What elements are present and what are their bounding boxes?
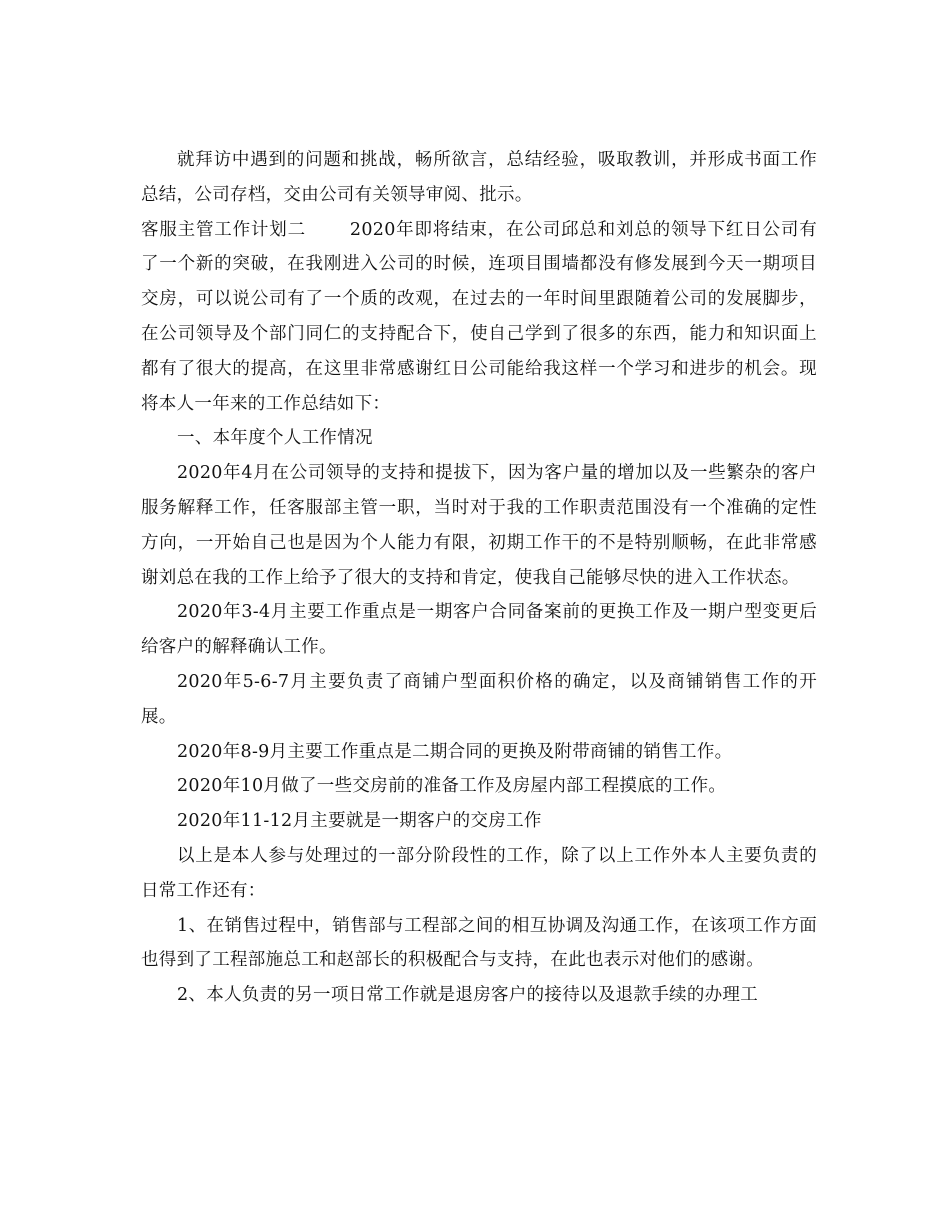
document-body — [141, 143, 817, 1013]
paragraph-item-1: 1、在销售过程中，销售部与工程部之间的相互协调及沟通工作，在该项工作方面也得到了工程部施总工和赵部长的积极配合与支持，在此也表示对他们的感谢。 — [141, 915, 817, 971]
paragraph-aug-sep: 2020年8-9月主要工作重点是二期合同的更换及附带商铺的销售工作。 — [177, 741, 733, 762]
paragraph-nov-dec: 2020年11-12月主要就是一期客户的交房工作 — [177, 811, 542, 832]
paragraph-oct: 2020年10月做了一些交房前的准备工作及房屋内部工程摸底的工作。 — [177, 776, 727, 797]
paragraph-2-text: 2020年即将结束，在公司邱总和刘总的领导下红日公司有了一个新的突破，在我刚进入公司的时候，连项目围墙都没有修发展到今天一期项目交房，可以说公司有了一个质的改观，在过去的一年时间里跟随着公司的发展脚步，在公司领导及个部门同仁的支持配合下，使自己学到了很多的东西，能力和知识面上都有了很大的提高，在这里非常感谢红日公司能给我这样一个学习和进步的机会。现将本人一年来的工作总结如下： — [141, 219, 817, 414]
paragraph-mar-apr: 2020年3-4月主要工作重点是一期客户合同备案前的更换工作及一期户型变更后给客户的解释确认工作。 — [141, 602, 817, 658]
paragraph-may-jul: 2020年5-6-7月主要负责了商铺户型面积价格的确定，以及商铺销售工作的开展。 — [141, 671, 817, 727]
heading-personal-work: 一、本年度个人工作情况 — [177, 428, 373, 449]
paragraph-2 — [141, 213, 817, 422]
paragraph-item-2: 2、本人负责的另一项日常工作就是退房客户的接待以及退款手续的办理工 — [177, 985, 759, 1006]
paragraph-1: 就拜访中遇到的问题和挑战，畅所欲言，总结经验，吸取教训，并形成书面工作总结，公司存档，交由公司有关领导审阅、批示。 — [141, 150, 817, 205]
paragraph-april: 2020年4月在公司领导的支持和提拔下，因为客户量的增加以及一些繁杂的客户服务解释工作，任客服部主管一职，当时对于我的工作职责范围没有一个准确的定性方向，一开始自己也是因为个人能力有限，初期工作干的不是特别顺畅，在此非常感谢刘总在我的工作上给予了很大的支持和肯定，使我自己能够尽快的进入工作状态。 — [141, 463, 817, 588]
section-title: 客服主管工作计划二 — [141, 219, 306, 240]
paragraph-daily-work: 以上是本人参与处理过的一部分阶段性的工作，除了以上工作外本人主要负责的日常工作还有： — [141, 845, 817, 901]
